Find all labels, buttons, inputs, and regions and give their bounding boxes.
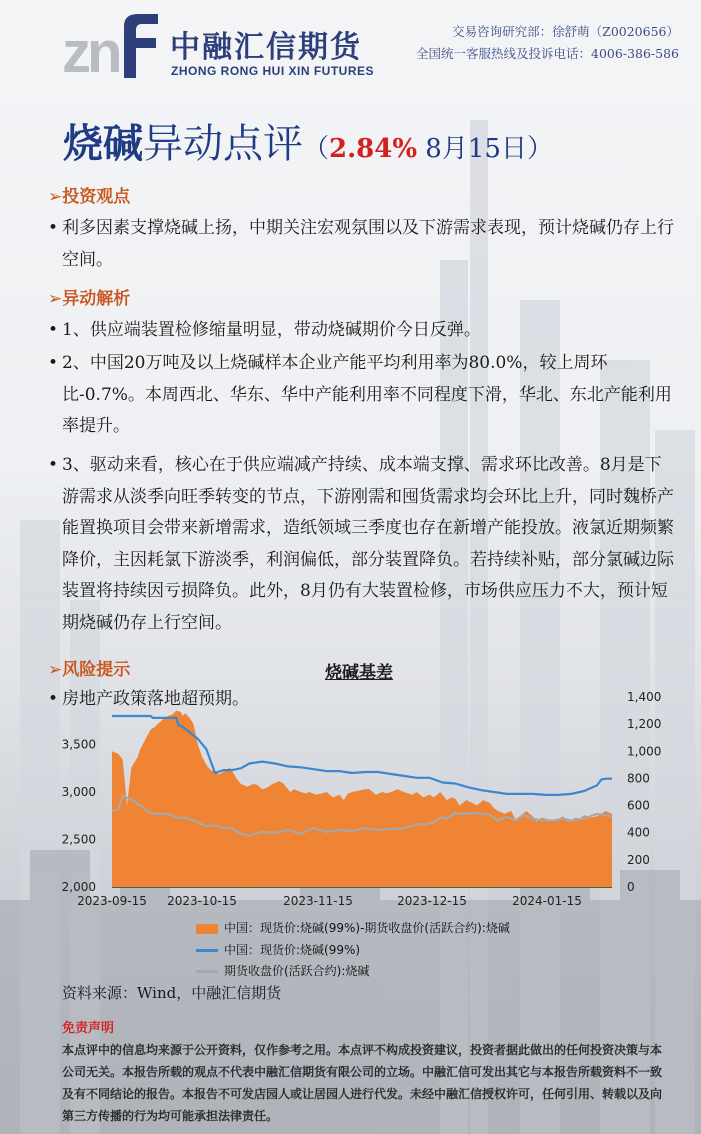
data-source: 资料来源：Wind，中融汇信期货 <box>62 984 282 1002</box>
analyst-contact: 交易咨询研究部：徐舒萌（Z0020656） <box>452 24 679 39</box>
legend-swatch-basis <box>196 924 218 934</box>
x-tick-label: 2023-12-15 <box>397 894 467 908</box>
company-name: 中融汇信期货 <box>170 30 362 65</box>
bullet: • <box>48 218 59 238</box>
y-left-tick-label: 2,000 <box>61 880 96 894</box>
bullet: • <box>48 689 59 709</box>
title-paren-close: ） <box>526 134 553 164</box>
legend-swatch-futures <box>196 970 218 973</box>
legend-label-basis: 中国：现货价:烧碱(99%)-期货收盘价(活跃合约):烧碱 <box>224 921 510 935</box>
analysis-text-1: 1、供应端装置检修缩量明显，带动烧碱期价今日反弹。 <box>62 320 481 340</box>
title-paren-open: （ <box>303 134 330 164</box>
bullet: • <box>48 353 59 373</box>
title-date: 8月15日 <box>417 134 527 164</box>
y-right-tick-label: 200 <box>627 852 650 867</box>
y-right-tick-label: 1,000 <box>627 744 662 759</box>
legend-swatch-spot <box>196 949 218 952</box>
bullet: • <box>48 320 59 340</box>
bullet: • <box>48 455 59 475</box>
legend-label-spot: 中国：现货价:烧碱(99%) <box>224 943 361 957</box>
y-right-tick-label: 1,400 <box>627 690 662 704</box>
legend-item-futures <box>196 962 369 979</box>
risk-paragraph <box>48 684 678 716</box>
y-left-tick-label: 2,500 <box>61 832 96 847</box>
section-head-view: ➢投资观点 <box>48 187 131 207</box>
analysis-text-3: 3、驱动来看，核心在于供应端减产持续、成本端支撑、需求环比改善。8月是下游需求从淡季向旺季转变的节点，下游刚需和囤货需求均会环比上升，同时魏桥产能置换项目会带来新增需求，造纸领域三季度也存在新增产能投放。液氯近期频繁降价，主因耗氯下游淡季，利润偏低，部分装置降负。若持续补贴，部分氯碱边际装置将持续因亏损降负。此外，8月仍有大装置检修，市场供应压力不大，预计短期烧碱仍存上行空间。 <box>62 455 674 633</box>
disclaimer-title: 免责声明 <box>62 1021 115 1036</box>
company-name-english: ZHONG RONG HUI XIN FUTURES <box>171 64 375 78</box>
y-left-tick-label: 3,000 <box>61 785 96 799</box>
x-tick-label: 2024-01-15 <box>512 894 582 908</box>
risk-text: 房地产政策落地超预期。 <box>62 689 249 709</box>
x-tick-label: 2023-11-15 <box>283 894 353 908</box>
title-change-percent: 2.84% <box>329 134 418 164</box>
disclaimer-body: 本点评中的信息均来源于公开资料，仅作参考之用。本点评不构成投资建议，投资者据此做出的任何投资决策与本公司无关。本报告所载的观点不代表中融汇信期货有限公司的立场。中融汇信可发出其它与本报告所载资料不一致及有不同结论的报告。本报告不可发店园人或让居园人进行代发。未经中融汇信授权许可，任何引用、转载以及向第三方传播的行为均可能承担法律责任。 <box>62 1043 663 1123</box>
analysis-paragraph-3 <box>48 450 678 639</box>
x-tick-label: 2023-09-15 <box>77 894 147 908</box>
section-head-analysis: ➢异动解析 <box>48 289 131 309</box>
analysis-text-2: 2、中国20万吨及以上烧碱样本企业产能平均利用率为80.0%，较上周环比-0.7%。本周西北、华东、华中产能利用率不同程度下滑，华北、东北产能利用率提升。 <box>62 353 672 436</box>
svg-text:zn: zn <box>62 20 119 78</box>
x-tick-label: 2023-10-15 <box>167 894 237 908</box>
legend-item-basis <box>196 919 510 936</box>
section-head-risk: ➢风险提示 <box>48 660 131 680</box>
y-right-tick-label: 0 <box>627 880 635 894</box>
y-right-tick-label: 800 <box>627 771 650 786</box>
view-paragraph <box>48 213 678 276</box>
y-left-tick-label: 3,500 <box>61 737 96 752</box>
title-product: 烧碱 <box>63 120 143 167</box>
analysis-paragraph-1 <box>48 315 678 347</box>
title-type: 异动点评 <box>143 121 303 167</box>
view-text: 利多因素支撑烧碱上扬，中期关注宏观氛围以及下游需求表现，预计烧碱仍存上行空间。 <box>62 218 674 270</box>
legend-item-spot <box>196 941 360 958</box>
y-right-tick-label: 600 <box>627 798 650 813</box>
y-right-tick-label: 400 <box>627 825 650 840</box>
y-right-tick-label: 1,200 <box>627 717 662 732</box>
legend-label-futures: 期货收盘价(活跃合约):烧碱 <box>224 964 370 978</box>
hotline-contact: 全国统一客服热线及投诉电话：4006-386-586 <box>416 46 679 61</box>
analysis-paragraph-2 <box>48 348 678 443</box>
series-basis-area <box>112 711 612 887</box>
chart-title: 烧碱基差 <box>325 663 393 683</box>
